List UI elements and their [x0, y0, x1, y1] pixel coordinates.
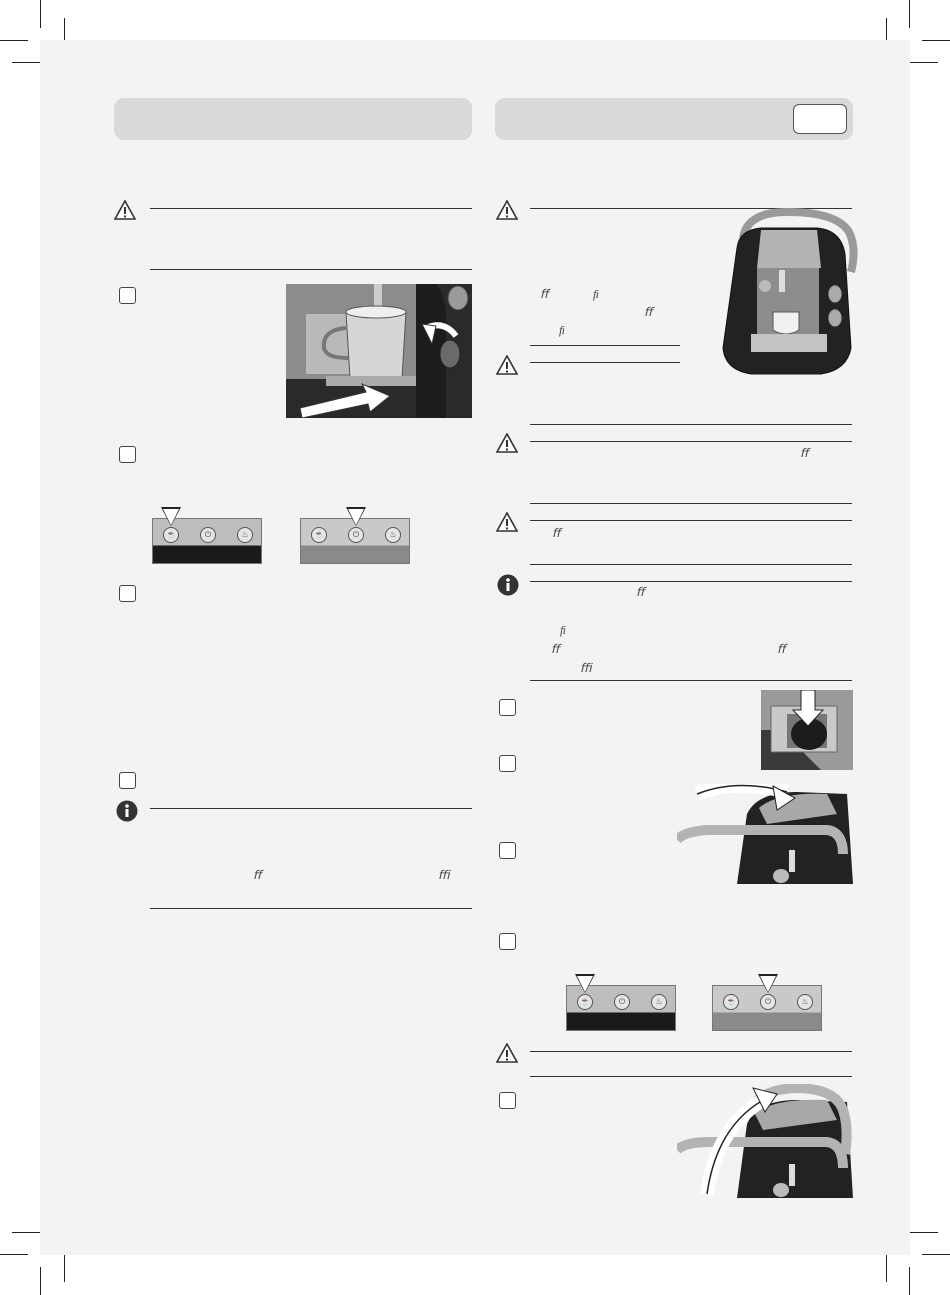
- divider: [530, 564, 852, 565]
- crop-mark: [922, 40, 950, 41]
- ligature-ff: ﬀ: [636, 585, 645, 599]
- power-button[interactable]: ⏻: [348, 527, 364, 543]
- lever-open-figure: [677, 1084, 853, 1198]
- page: [40, 40, 910, 1255]
- divider: [150, 808, 472, 809]
- step-box: [119, 446, 136, 463]
- crop-mark: [40, 0, 41, 28]
- crop-mark: [40, 1267, 41, 1295]
- ligature-ff: ﬀ: [800, 446, 809, 460]
- coffee-button[interactable]: ☕: [577, 994, 593, 1010]
- divider: [530, 345, 680, 346]
- left-header-bar: [114, 98, 472, 140]
- steam-button[interactable]: ♨: [385, 527, 401, 543]
- warning-icon: [114, 200, 136, 220]
- ligature-ffi: ﬃ: [438, 868, 450, 882]
- crop-mark: [0, 1254, 28, 1255]
- milk-jug-figure: [286, 284, 472, 418]
- arrow-indicator: [577, 976, 593, 992]
- warning-icon: [496, 433, 518, 453]
- coffee-button[interactable]: ☕: [163, 527, 179, 543]
- ligature-fi: ﬁ: [559, 323, 565, 337]
- divider: [530, 424, 852, 425]
- step-box: [119, 287, 136, 304]
- lever-close-figure: [677, 784, 853, 884]
- arrow-indicator: [163, 509, 179, 525]
- divider: [530, 520, 852, 521]
- warning-icon: [496, 355, 518, 375]
- step-box: [499, 842, 516, 859]
- warning-icon: [496, 512, 518, 532]
- ligature-ff: ﬀ: [644, 305, 653, 319]
- divider: [530, 362, 680, 363]
- ligature-ff: ﬀ: [253, 868, 262, 882]
- warning-icon: [496, 1043, 518, 1063]
- power-button[interactable]: ⏻: [760, 994, 776, 1010]
- coffee-machine-figure: [717, 208, 859, 380]
- divider: [530, 503, 852, 504]
- crop-mark: [0, 40, 28, 41]
- ligature-ff: ﬀ: [551, 642, 560, 656]
- arrow-indicator: [760, 976, 776, 992]
- power-button[interactable]: ⏻: [200, 527, 216, 543]
- ligature-fi: ﬁ: [560, 623, 566, 637]
- control-panel-unlit: [712, 985, 822, 1031]
- ligature-ff: ﬀ: [540, 287, 549, 301]
- step-box: [119, 585, 136, 602]
- control-panel-lit: [152, 518, 262, 564]
- crop-mark: [909, 0, 910, 28]
- warning-icon: [496, 200, 518, 220]
- divider: [150, 908, 472, 909]
- divider: [150, 269, 472, 270]
- ligature-ff: ﬀ: [552, 526, 561, 540]
- info-icon: [497, 574, 519, 596]
- crop-mark: [909, 1267, 910, 1295]
- ligature-fi: ﬁ: [593, 287, 599, 301]
- divider: [530, 1051, 852, 1052]
- steam-button[interactable]: ♨: [797, 994, 813, 1010]
- arrow-indicator: [348, 509, 364, 525]
- divider: [150, 208, 472, 209]
- info-icon: [116, 800, 138, 822]
- language-box: [793, 104, 847, 134]
- step-box: [499, 755, 516, 772]
- divider: [530, 1076, 852, 1077]
- divider: [530, 441, 852, 442]
- ligature-ffi: ﬃ: [580, 661, 592, 675]
- coffee-button[interactable]: ☕: [311, 527, 327, 543]
- step-box: [119, 772, 136, 789]
- steam-button[interactable]: ♨: [237, 527, 253, 543]
- divider: [530, 581, 852, 582]
- ligature-ff: ﬀ: [777, 642, 786, 656]
- steam-button[interactable]: ♨: [651, 994, 667, 1010]
- step-box: [499, 699, 516, 716]
- control-panel-lit: [566, 985, 676, 1031]
- coffee-button[interactable]: ☕: [723, 994, 739, 1010]
- step-box: [499, 1092, 516, 1109]
- crop-mark: [922, 1254, 950, 1255]
- capsule-insert-figure: [761, 690, 853, 770]
- step-box: [499, 933, 516, 950]
- divider: [530, 680, 852, 681]
- power-button[interactable]: ⏻: [614, 994, 630, 1010]
- right-header-bar: [495, 98, 853, 140]
- control-panel-unlit: [300, 518, 410, 564]
